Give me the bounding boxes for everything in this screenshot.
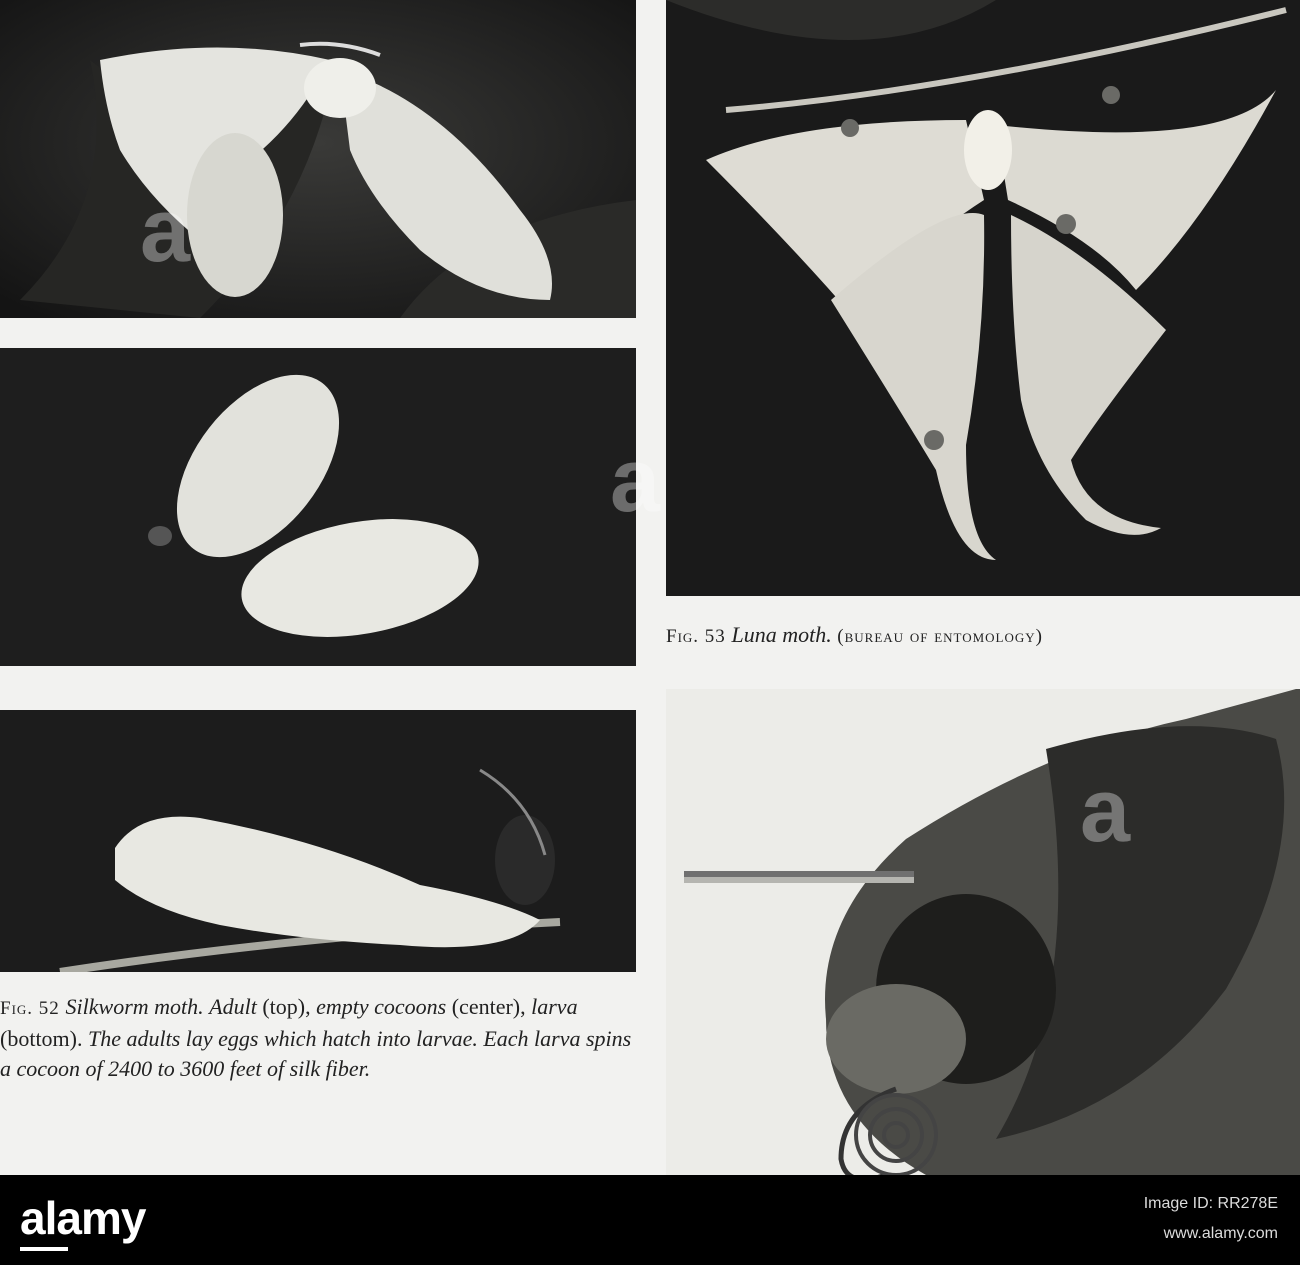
photo-silkworm-larva bbox=[0, 710, 636, 972]
watermark: a bbox=[1080, 761, 1131, 861]
caption-fig52-rest: The adults lay eggs which hatch into larvae. Each larva spins a cocoon of 2400 to 3600 feet of silk fiber. bbox=[0, 1026, 632, 1081]
caption-fig53-label: Fig. 53 bbox=[666, 626, 732, 647]
caption-fig52-center: (center), bbox=[446, 994, 532, 1019]
photo-silkworm-cocoons bbox=[0, 348, 636, 666]
caption-fig52-title: Silkworm moth. bbox=[65, 994, 204, 1019]
alamy-logo-underline bbox=[20, 1247, 68, 1251]
caption-fig52-adult: Adult bbox=[209, 994, 257, 1019]
caption-fig53 bbox=[666, 620, 1300, 652]
caption-fig52-top: (top), bbox=[256, 994, 317, 1019]
caption-fig52-larva: larva bbox=[531, 994, 578, 1019]
photo-luna-moth bbox=[666, 0, 1300, 596]
watermark: a bbox=[140, 181, 191, 281]
caption-fig52 bbox=[0, 992, 636, 1084]
image-id: Image ID: RR278E bbox=[1143, 1195, 1278, 1212]
caption-fig52-bottom: (bottom). bbox=[0, 1026, 88, 1051]
photo-silkworm-adult bbox=[0, 0, 636, 318]
stock-banner bbox=[0, 1175, 1300, 1265]
caption-fig52-cocoons: empty cocoons bbox=[316, 994, 447, 1019]
caption-fig52-label: Fig. 52 bbox=[0, 998, 66, 1019]
watermark: a bbox=[610, 431, 661, 531]
caption-fig53-credit: (bureau of entomology) bbox=[837, 626, 1043, 647]
caption-fig53-title: Luna moth. bbox=[731, 622, 832, 647]
alamy-logo: alamy bbox=[20, 1192, 146, 1244]
photo-moth-proboscis bbox=[666, 689, 1300, 1175]
banner-meta bbox=[1144, 1189, 1278, 1249]
alamy-url[interactable]: www.alamy.com bbox=[1163, 1225, 1278, 1242]
